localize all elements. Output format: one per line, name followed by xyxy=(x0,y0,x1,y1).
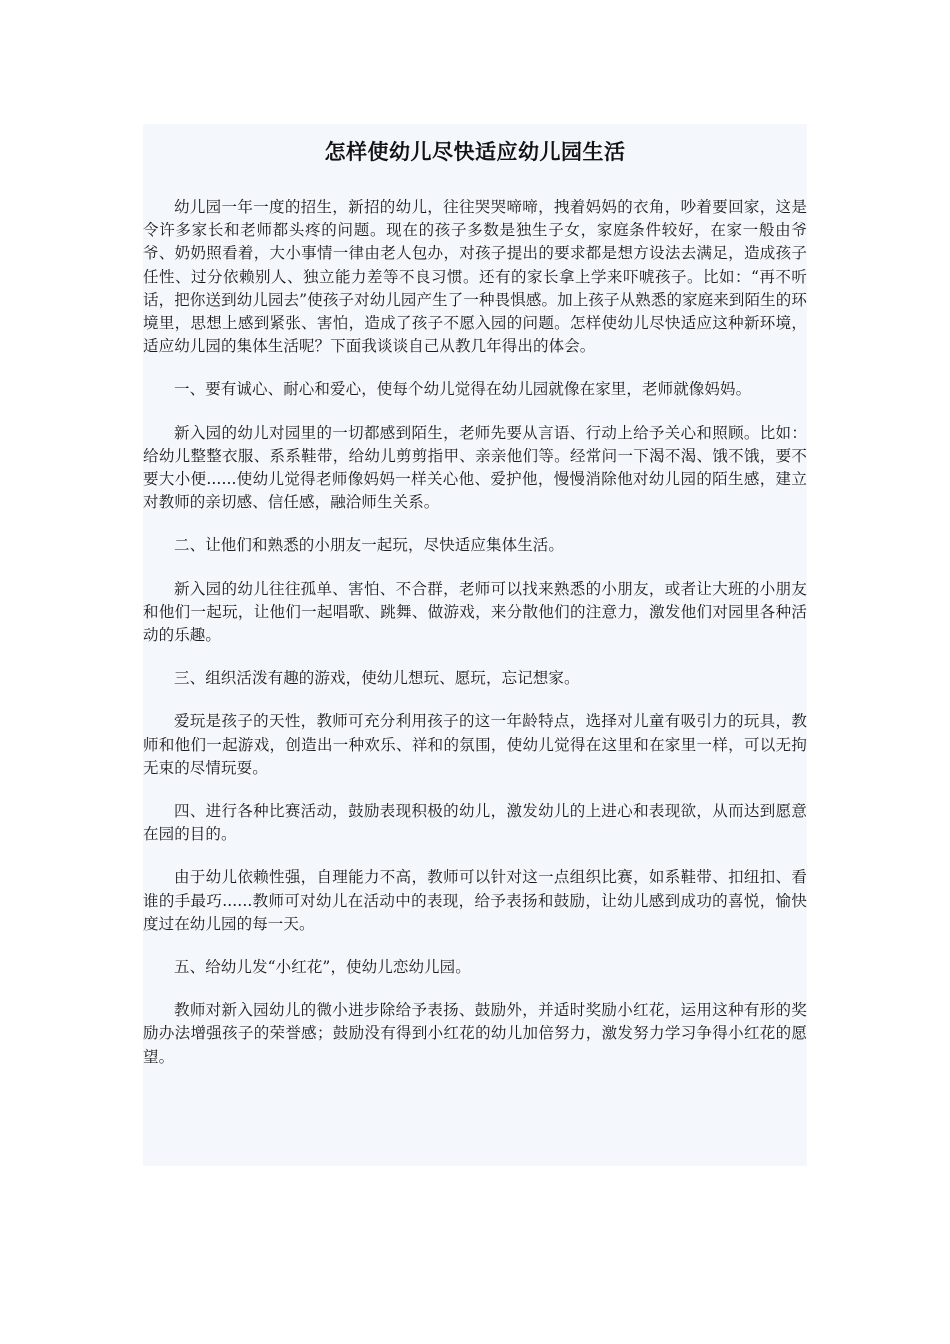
intro-paragraph: 幼儿园一年一度的招生，新招的幼儿，往往哭哭啼啼，拽着妈妈的衣角，吵着要回家，这是令许多家长和老师都头疼的问题。现在的孩子多数是独生子女，家庭条件较好，在家一般由爷爷、奶奶照看着，大小事情一律由老人包办，对孩子提出的要求都是想方设法去满足，造成孩子任性、过分依赖别人、独立能力差等不良习惯。还有的家长拿上学来吓唬孩子。比如：“再不听话，把你送到幼儿园去”使孩子对幼儿园产生了一种畏惧感。加上孩子从熟悉的家庭来到陌生的环境里，思想上感到紧张、害怕，造成了孩子不愿入园的问题。怎样使幼儿尽快适应这种新环境，适应幼儿园的集体生活呢？下面我谈谈自己从教几年得出的体会。 xyxy=(143,198,807,356)
section-heading-4: 四、进行各种比赛活动，鼓励表现积极的幼儿，激发幼儿的上进心和表现欲，从而达到愿意在园的目的。 xyxy=(143,802,807,844)
document-body xyxy=(143,196,807,1069)
section-paragraph-5: 教师对新入园幼儿的微小进步除给予表扬、鼓励外，并适时奖励小红花，运用这种有形的奖励办法增强孩子的荣誉感；鼓励没有得到小红花的幼儿加倍努力，激发努力学习争得小红花的愿望。 xyxy=(143,1001,807,1066)
document-title: 怎样使幼儿尽快适应幼儿园生活 xyxy=(324,140,626,164)
document-page xyxy=(143,124,807,1166)
section-paragraph-2: 新入园的幼儿往往孤单、害怕、不合群，老师可以找来熟悉的小朋友，或者让大班的小朋友和他们一起玩，让他们一起唱歌、跳舞、做游戏，来分散他们的注意力，激发他们对园里各种活动的乐趣。 xyxy=(143,579,807,645)
section-paragraph-4: 由于幼儿依赖性强，自理能力不高，教师可以针对这一点组织比赛，如系鞋带、扣纽扣、看谁的手最巧......教师可对幼儿在活动中的表现，给予表扬和鼓励，让幼儿感到成功的喜悦，愉快度过在幼儿园的每一天。 xyxy=(143,868,807,933)
section-paragraph-1: 新入园的幼儿对园里的一切都感到陌生，老师先要从言语、行动上给予关心和照顾。比如：给幼儿整整衣服、系系鞋带，给幼儿剪剪指甲、亲亲他们等。经常问一下渴不渴、饿不饿，要不要大小便......使幼儿觉得老师像妈妈一样关心他、爱护他，慢慢消除他对幼儿园的陌生感，建立对教师的亲切感、信任感，融洽师生关系。 xyxy=(143,423,807,512)
section-paragraph-3: 爱玩是孩子的天性，教师可充分利用孩子的这一年龄特点，选择对儿童有吸引力的玩具，教师和他们一起游戏，创造出一种欢乐、祥和的氛围，使幼儿觉得在这里和在家里一样，可以无拘无束的尽情玩耍。 xyxy=(143,712,807,777)
section-heading-3: 三、组织活泼有趣的游戏，使幼儿想玩、愿玩，忘记想家。 xyxy=(174,669,580,688)
section-heading-2: 二、让他们和熟悉的小朋友一起玩，尽快适应集体生活。 xyxy=(174,536,565,555)
section-heading-1: 一、要有诚心、耐心和爱心，使每个幼儿觉得在幼儿园就像在家里，老师就像妈妈。 xyxy=(174,380,752,399)
section-heading-5: 五、给幼儿发“小红花”，使幼儿恋幼儿园。 xyxy=(174,958,471,977)
